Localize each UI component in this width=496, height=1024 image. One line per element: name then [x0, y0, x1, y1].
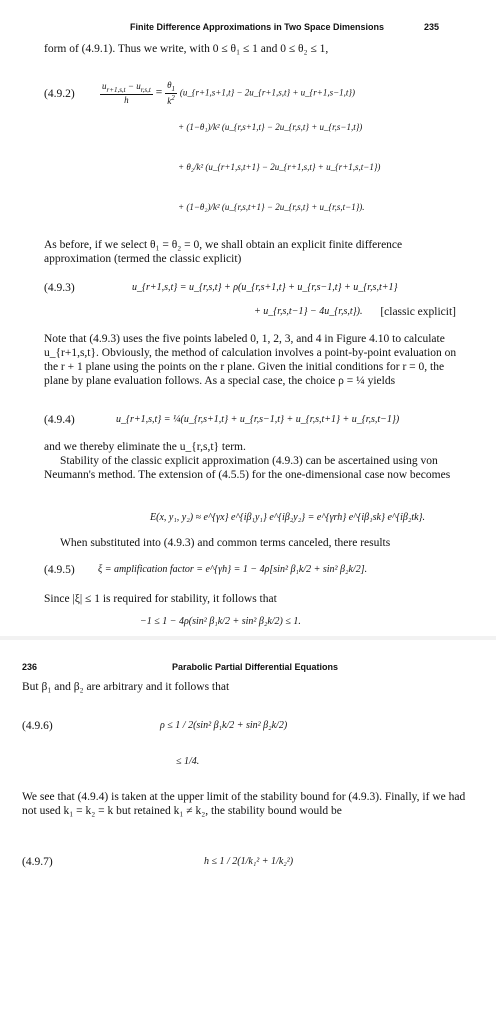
para-substituted: When substituted into (4.9.3) and common terms canceled, there results: [60, 537, 391, 549]
eq-E: E(x, y₁, y₂) ≈ e^{γx} e^{iβ₁y₁} e^{iβ₂y₂} = e^{γrh} e^{iβ₁sk} e^{iβ₂tk}.: [150, 512, 426, 523]
eq-inequality: −1 ≤ 1 − 4ρ(sin² β₁k/2 + sin² β₂k/2) ≤ 1.: [140, 616, 301, 627]
para-eliminate: and we thereby eliminate the u_{r,s,t} term.: [44, 441, 246, 453]
eq-493-line1: u_{r+1,s,t} = u_{r,s,t} + ρ(u_{r,s+1,t} + u_{r,s−1,t} + u_{r,s,t+1}: [132, 282, 398, 293]
eq-496-line1: ρ ≤ 1 / 2(sin² β₁k/2 + sin² β₂k/2): [160, 720, 288, 731]
eq-492-line1-text: (u_{r+1,s+1,t} − 2u_{r+1,s,t} + u_{r+1,s−1,t}): [179, 87, 355, 98]
eq-493-line2: + u_{r,s,t−1} − 4u_{r,s,t}).: [254, 306, 363, 317]
intro-line: But β₁ and β₂ are arbitrary and it follows that: [22, 681, 230, 693]
running-header-title: Parabolic Partial Differential Equations: [172, 662, 339, 672]
intro-line: form of (4.9.1). Thus we write, with 0 ≤ θ₁ ≤ 1 and 0 ≤ θ₂ ≤ 1,: [44, 43, 329, 55]
eq-497: h ≤ 1 / 2(1/k₁² + 1/k₂²): [204, 856, 294, 867]
para-as-before: As before, if we select θ₁ = θ₂ = 0, we shall obtain an explicit finite difference approximation (termed the classic explicit): [44, 239, 403, 265]
eq-497-label: (4.9.7): [22, 856, 53, 868]
para-stability: Stability of the classic explicit approximation (4.9.3) can be ascertained using von Neumann's method. The extension of (4.5.5) for the one-dimensional case now becomes: [44, 455, 451, 481]
page-number: 235: [424, 22, 440, 32]
page-236: [0, 640, 496, 1024]
eq-496-label: (4.9.6): [22, 720, 53, 732]
eq-493-tag: [classic explicit]: [380, 306, 456, 318]
running-header-title: Finite Difference Approximations in Two Space Dimensions: [130, 22, 385, 32]
para-note: Note that (4.9.3) uses the five points labeled 0, 1, 2, 3, and 4 in Figure 4.10 to calculate u_{r+1,s,t}. Obviously, the method of calculation involves a point-by-point evaluation on the r + 1 plane using the points on the r plane. Given the initial conditions for r = 0, the plane by plane evaluation follows. As a special case, the choice ρ = ¼ yields: [44, 333, 457, 387]
eq-492-line1: $\frac{u_{r+1,s,t} - u_{r,s,t}}{h}$ = $\frac{\theta_1}{k^2}$ (u_{r+1,s+1,t} − 2u_{r+1,s,t} + u_{r+1,s−1,t}): [102, 80, 355, 106]
eq-493-label: (4.9.3): [44, 282, 75, 294]
para-since: Since |ξ| ≤ 1 is required for stability, it follows that: [44, 593, 277, 605]
eq-494-label: (4.9.4): [44, 414, 75, 426]
eq-495: ξ = amplification factor = e^{γh} = 1 − 4ρ[sin² β₁k/2 + sin² β₂k/2].: [98, 564, 368, 575]
eq-492-line2: + (1−θ₁)/k² (u_{r,s+1,t} − 2u_{r,s,t} + u_{r,s−1,t}): [178, 122, 363, 132]
eq-494: u_{r+1,s,t} = ¼(u_{r,s+1,t} + u_{r,s−1,t} + u_{r,s,t+1} + u_{r,s,t−1}): [116, 414, 400, 425]
page-number: 236: [22, 662, 38, 672]
eq-492-line4: + (1−θ₂)/k² (u_{r,s,t+1} − 2u_{r,s,t} + u_{r,s,t−1}).: [178, 202, 365, 212]
para-see: We see that (4.9.4) is taken at the upper limit of the stability bound for (4.9.3). Finally, if we had not used k₁ = k₂ = k but retained k₁ ≠ k₂, the stability bound would be: [22, 791, 466, 817]
eq-496-line2: ≤ 1/4.: [176, 756, 200, 767]
eq-492-line3: + θ₂/k² (u_{r+1,s,t+1} − 2u_{r+1,s,t} + u_{r+1,s,t−1}): [178, 162, 381, 172]
eq-492-label: (4.9.2): [44, 88, 75, 100]
eq-495-label: (4.9.5): [44, 564, 75, 576]
